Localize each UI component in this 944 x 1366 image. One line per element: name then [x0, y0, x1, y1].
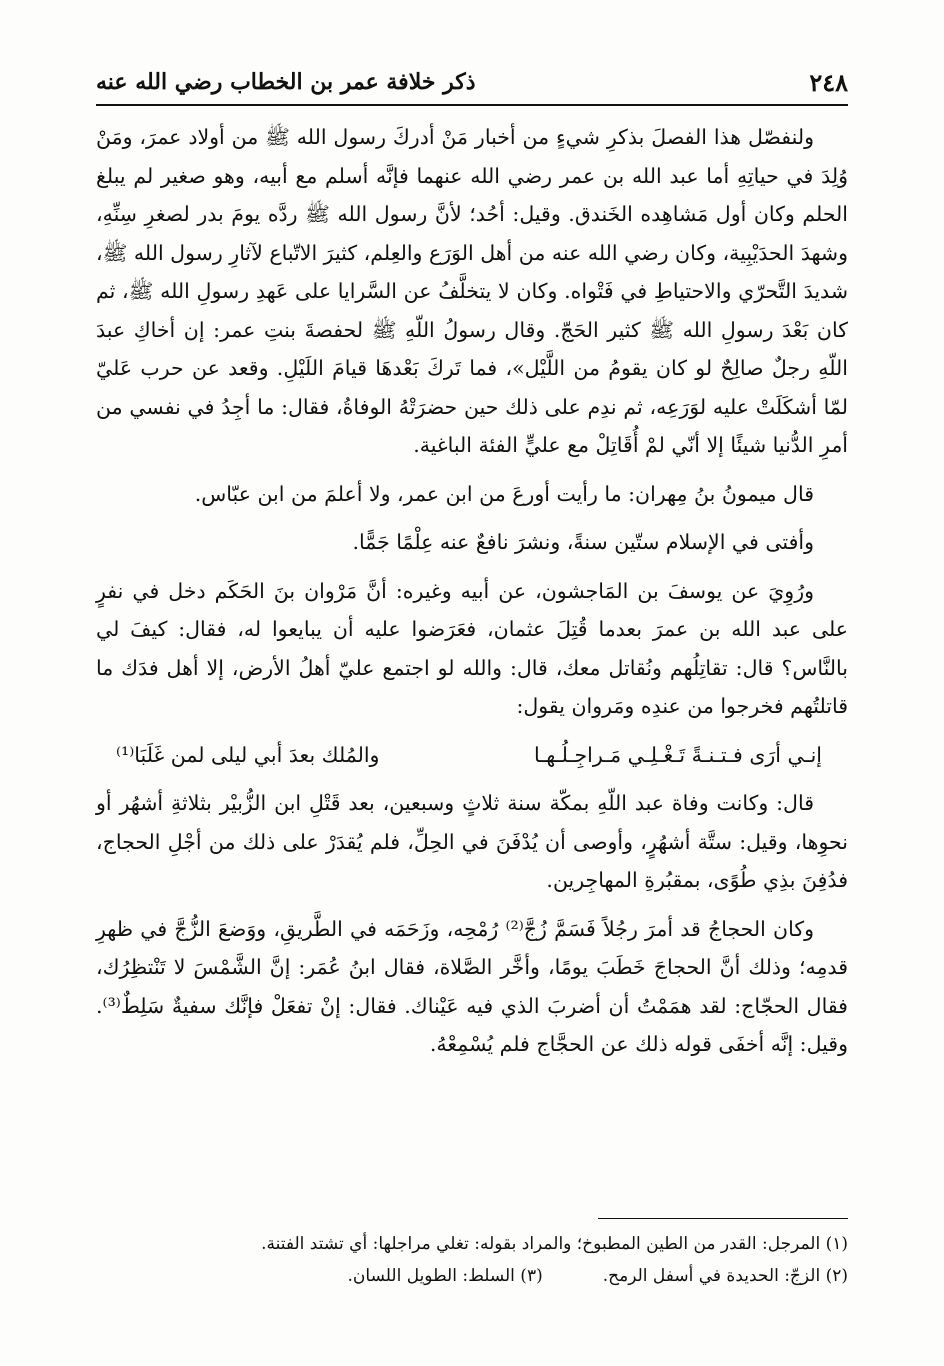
verse-first-hemistich: إنـي أرَى فـتـنـةً تَـغْـلِـي مَـراجِـلُـهـا [533, 742, 822, 767]
footnote-2: (٢) الزجّ: الحديدة في أسفل الرمح. [602, 1266, 848, 1286]
paragraph: قال: وكانت وفاة عبد اللّهِ بمكّة سنة ثلاثٍ وسبعين، بعد قَتْلِ ابن الزُّبيْر بثلاثةِ أشهُر أو نحوِها، وقيل: ستَّة أشهُرٍ، وأوصى أن يُدْفَنَ في الحِلِّ، فلم يُقدَرْ على ذلك من أجْلِ الحجاج، فدُفِنَ بذِي طُوًى، بمقبُرةِ المهاجِرين. [96, 791, 848, 892]
header-rule [96, 104, 848, 106]
footnote-3: (٣) السلط: الطويل اللسان. [347, 1266, 543, 1286]
footnote-row [96, 1260, 848, 1292]
paragraph: وأفتى في الإسلام ستّين سنةً، ونشرَ نافعٌ عنه عِلْمًا جَمًّا. [352, 530, 814, 554]
page-header [96, 62, 848, 102]
poetry-verse [96, 736, 848, 775]
verse-second-hemistich: والمُلك بعدَ أبي ليلى لمن غَلَبَا⁽¹⁾ [116, 742, 380, 767]
footnote-1: (١) المرجل: القدر من الطين المطبوخ؛ والمراد بقوله: تغلي مراجلها: أي تشتد الفتنة. [261, 1234, 848, 1254]
paragraph: ولنفصّل هذا الفصلَ بذكرِ شيءٍ من أخبار مَنْ أدركَ رسول الله ﷺ من أولاد عمرَ، ومَنْ وُلِدَ في حياتِهِ أما عبد الله بن عمر رضي الله عنهما فإنَّه أسلم مع أبيه، وهو صغير لم يبلغ الحلم وكان أول مَشاهِده الخَندق. وقيل: أحُد؛ لأنَّ رسول الله ﷺ ردَّه يومَ بدر لصغرِ سِنِّهِ، وشهدَ الحدَيْبِية، وكان رضي الله عنه من أهل الوَرَع والعِلم، كثيرَ الاتّباع لآثارِ رسول الله ﷺ، شديدَ التَّحرّي والاحتياطِ في فَتْواه. وكان لا يتخلَّفُ عن السَّرايا على عَهدِ رسولِ الله ﷺ، ثم كان بَعْدَ رسولِ الله ﷺ كثير الحَجّ. وقال رسولُ اللّهِ ﷺ لحفصةَ بنتِ عمر: إن أخاكِ عبدَ اللّهِ رجلٌ صالِحٌ لو كان يقومُ من اللَّيْل»، فما تَركَ بَعْدهَا قيامَ اللَيْلِ. وقعد عن حرب عَليّ لمّا أشكَلَتْ عليه لوَرَعِه، ثم ندِم على ذلك حين حضرَتْهُ الوفاةُ، فقال: ما أجِدُ في نفسي من أمرِ الدُّنيا شيئًا إلا أنّي لمْ أُقَاتِلْ مع عليٍّ الفئة الباغية. [96, 125, 848, 457]
page-number: ٢٤٨ [809, 67, 848, 97]
paragraph: ورُوِيَ عن يوسفَ بن المَاجشون، عن أبيه وغيره: أنَّ مَرْوان بنَ الحَكَم دخل في نفرٍ على عبد الله بن عمرَ بعدما قُتِلَ عثمان، فعَرَضوا عليه أن يبايعوا له، فقال: كيفَ لي بالنَّاس؟ قال: تقاتِلُهم ونُقاتل معك، قال: والله لو اجتمع عليّ أهلُ الأرض، إلا أهل فدَك ما قاتلتُهم فخرجوا من عندِه ومَروان يقول: [96, 578, 848, 718]
running-title: ذكر خلافة عمر بن الخطاب رضي الله عنه [96, 69, 476, 95]
main-text [96, 118, 848, 1074]
paragraph: قال ميمونُ بنُ مِهران: ما رأيت أورعَ من ابن عمر، ولا أعلمَ من ابن عبّاس. [194, 481, 814, 506]
footnotes [96, 1228, 848, 1292]
paragraph: وكان الحجاجُ قد أمرَ رجُلاً فَسَمَّ زُجَّ⁽²⁾ رُمْحِه، وزَحَمَه في الطَّريقِ، ووَضعَ الزُّجَّ في ظهرِ قدمِه؛ وذلك أنَّ الحجاجَ خَطَبَ يومًا، وأخَّر الصَّلاة، فقال ابنُ عُمَر: إنَّ الشَّمْسَ لا تَنْتظِرُك، فقال الحجّاج: لقد همَمْتُ أن أضربَ الذي فيه عَيْناك. فقال: إنْ تفعَلْ فإنَّك سفيةٌ سَلِطٌ⁽³⁾. وقيل: إنَّه أخفَى قوله ذلك عن الحجَّاج فلم يُسْمِعْهُ. [96, 916, 848, 1056]
footnote-rule [598, 1218, 848, 1219]
